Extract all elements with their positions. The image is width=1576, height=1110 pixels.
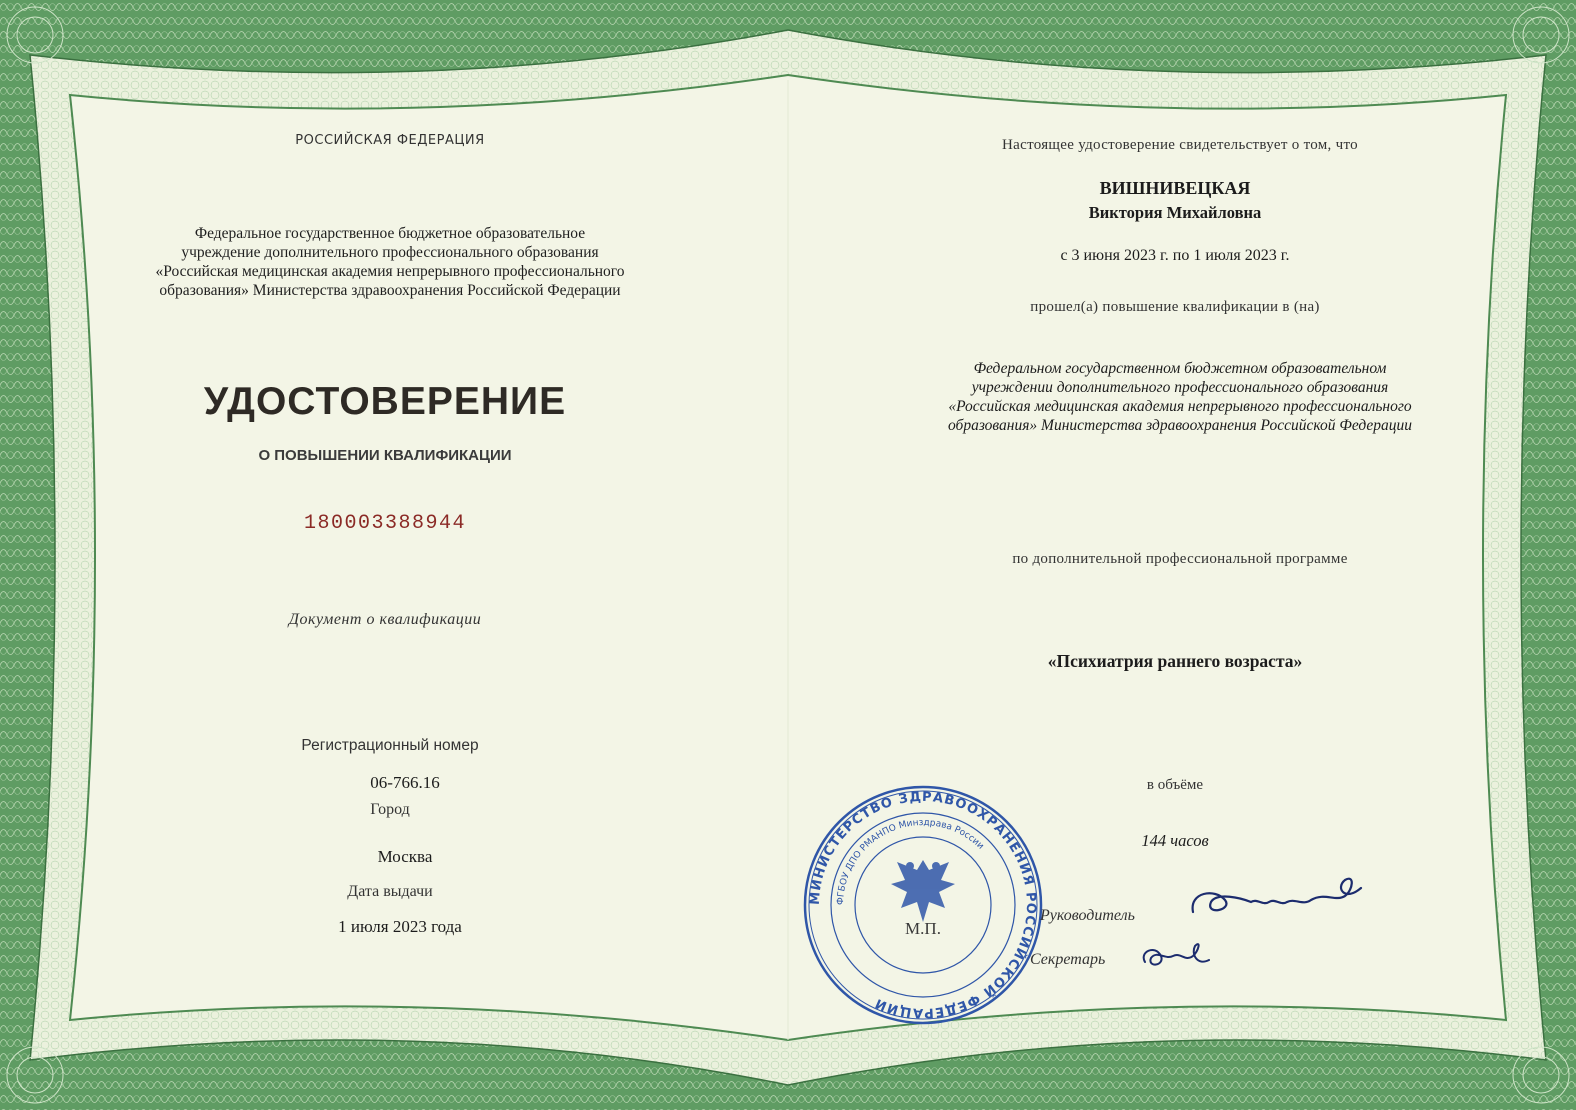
- issuing-institution: [110, 224, 670, 300]
- training-period: с 3 июня 2023 г. по 1 июля 2023 г.: [1060, 247, 1290, 264]
- city-label: Город: [370, 801, 410, 818]
- institution-line: «Российская медицинская академия непрерывного профессионального: [155, 263, 625, 280]
- director-label: Руководитель: [1040, 907, 1135, 924]
- secretary-label: Секретарь: [1030, 951, 1106, 968]
- institution-line: «Российская медицинская академия непрерывного профессионального: [948, 398, 1412, 415]
- director-signature-icon: [1185, 862, 1375, 932]
- holder-given-names: Виктория Михайловна: [1088, 203, 1262, 222]
- issue-date-value: 1 июля 2023 года: [338, 917, 462, 936]
- certificate-intro: Настоящее удостоверение свидетельствует о том, что: [1002, 137, 1358, 153]
- seal-inner-text: ФГБОУ ДПО РМАНПО Минздрава России: [835, 817, 986, 906]
- volume-value: 144 часов: [1141, 831, 1209, 850]
- institution-line: Федеральном государственном бюджетном образовательном: [973, 360, 1387, 377]
- training-institution: [900, 359, 1460, 435]
- registration-number-value: 06-766.16: [370, 773, 440, 792]
- institution-line: образования» Министерства здравоохранения Российской Федерации: [947, 417, 1413, 434]
- institution-line: Федеральное государственное бюджетное образовательное: [194, 225, 586, 242]
- issue-date-label: Дата выдачи: [347, 883, 433, 900]
- program-label: по дополнительной профессиональной программе: [1012, 551, 1348, 567]
- program-name: «Психиатрия раннего возраста»: [1047, 651, 1303, 671]
- institution-line: учреждение дополнительного профессионального образования: [181, 244, 599, 261]
- serial-number: 180003388944: [303, 512, 467, 535]
- holder-surname: ВИШНИВЕЦКАЯ: [1099, 178, 1251, 198]
- country-heading: РОССИЙСКАЯ ФЕДЕРАЦИЯ: [295, 133, 485, 148]
- document-kind: Документ о квалификации: [288, 611, 482, 628]
- eagle-emblem-icon: [891, 860, 955, 922]
- secretary-signature-icon: [1135, 932, 1225, 982]
- official-seal-stamp: [800, 778, 1046, 1032]
- document-title: УДОСТОВЕРЕНИЕ: [203, 380, 567, 423]
- document-subtitle: О ПОВЫШЕНИИ КВАЛИФИКАЦИИ: [258, 447, 512, 464]
- volume-label: в объёме: [1146, 777, 1204, 793]
- institution-line: образования» Министерства здравоохранения Российской Федерации: [159, 282, 621, 299]
- city-value: Москва: [377, 847, 433, 866]
- passed-statement: прошел(а) повышение квалификации в (на): [1030, 299, 1320, 315]
- institution-line: учреждении дополнительного профессионального образования: [971, 379, 1389, 396]
- seal-outer-text: МИНИСТЕРСТВО ЗДРАВООХРАНЕНИЯ РОССИЙСКОЙ ФЕДЕРАЦИИ: [807, 789, 1039, 1021]
- registration-number-label: Регистрационный номер: [301, 737, 479, 754]
- seal-center-text: М.П.: [905, 919, 941, 938]
